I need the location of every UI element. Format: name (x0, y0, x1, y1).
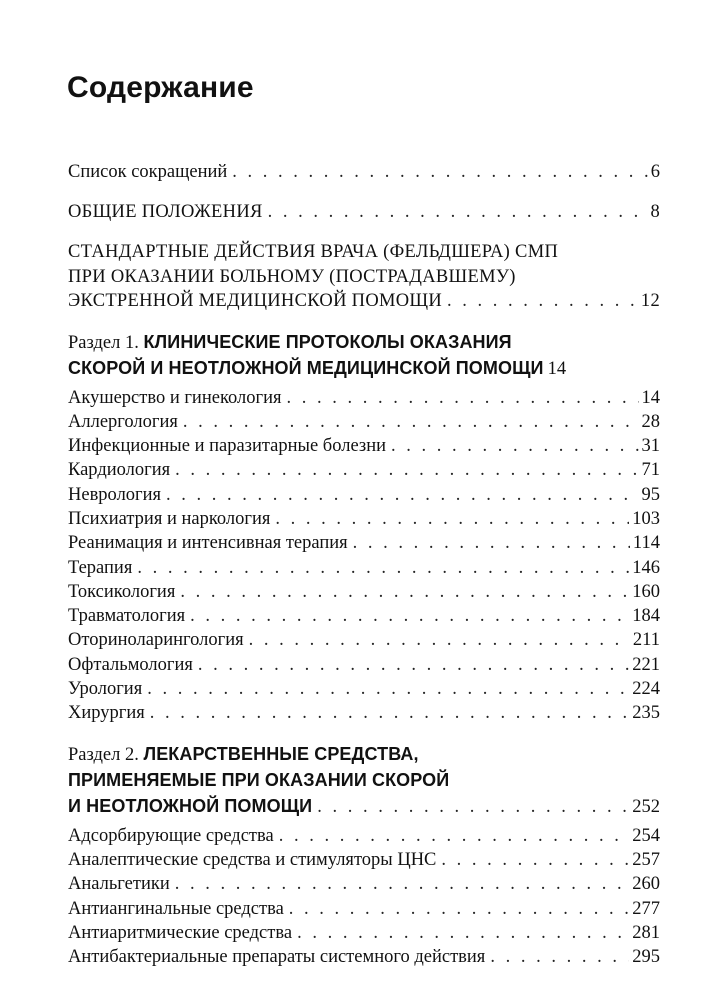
toc-item[interactable] (68, 872, 660, 896)
toc-item-page: 95 (641, 484, 660, 505)
dot-leader (391, 434, 638, 458)
toc-item[interactable] (68, 386, 660, 410)
toc-item-page: 224 (632, 679, 660, 700)
toc-item-label: Адсорбирующие средства (68, 825, 274, 846)
toc-item-page: 114 (632, 533, 660, 554)
toc-item-page: 235 (632, 703, 660, 724)
section-1-items (68, 386, 660, 726)
toc-item-page: 260 (632, 874, 660, 895)
section-spacer (68, 726, 660, 738)
toc-entry-page: 6 (650, 162, 660, 182)
toc-item-label: Урология (68, 679, 143, 700)
dot-leader (137, 556, 629, 580)
toc-item-page: 14 (641, 387, 660, 408)
toc-item[interactable] (68, 897, 660, 921)
toc-item-label: Кардиология (68, 460, 171, 481)
toc-entry-page: 8 (650, 202, 660, 222)
toc-entry-label-line: СТАНДАРТНЫЕ ДЕЙСТВИЯ ВРАЧА (ФЕЛЬДШЕРА) СМП (68, 242, 559, 262)
section-2-heading[interactable] (68, 742, 660, 820)
toc-item[interactable] (68, 483, 660, 507)
toc-item-page: 160 (632, 581, 660, 602)
dot-leader (175, 458, 638, 482)
dot-leader (190, 604, 629, 628)
toc-item-page: 28 (641, 411, 660, 432)
toc-item-page: 277 (632, 898, 660, 919)
toc-item-label: Хирургия (68, 703, 145, 724)
section-prefix: Раздел 2. (68, 744, 139, 765)
toc-item-label: Офтальмология (68, 654, 193, 675)
toc-item-label: Инфекционные и паразитарные болезни (68, 436, 387, 457)
toc-item-page: 103 (632, 508, 660, 529)
toc-item-label: Аналептические средства и стимуляторы ЦНС (68, 849, 437, 870)
toc-item[interactable] (68, 458, 660, 482)
toc-item-label: Терапия (68, 557, 133, 578)
toc-item[interactable] (68, 701, 660, 725)
section-prefix: Раздел 1. (68, 332, 139, 353)
toc-item[interactable] (68, 921, 660, 945)
toc-item[interactable] (68, 653, 660, 677)
page-title: Содержание (67, 71, 254, 104)
toc-item[interactable] (68, 677, 660, 701)
toc-item-label: Антибактериальные препараты системного действия (68, 947, 486, 968)
toc-item[interactable] (68, 824, 660, 848)
toc-entry-abbreviations[interactable] (68, 160, 660, 184)
toc-item[interactable] (68, 410, 660, 434)
dot-leader (232, 160, 647, 184)
section-page: 252 (632, 796, 660, 817)
section-1-heading[interactable] (68, 330, 660, 382)
toc-item[interactable] (68, 604, 660, 628)
toc-item-page: 31 (641, 436, 660, 457)
toc-item-label: Анальгетики (68, 874, 170, 895)
toc-item-label: Психиатрия и наркология (68, 508, 271, 529)
toc-entry-label: Список сокращений (68, 162, 228, 182)
toc-item-label: Антиаритмические средства (68, 922, 293, 943)
section-title-line: КЛИНИЧЕСКИЕ ПРОТОКОЛЫ ОКАЗАНИЯ (143, 331, 512, 352)
section-title-line: СКОРОЙ И НЕОТЛОЖНОЙ МЕДИЦИНСКОЙ ПОМОЩИ (68, 357, 544, 378)
section-title-line: ПРИМЕНЯЕМЫЕ ПРИ ОКАЗАНИИ СКОРОЙ (68, 769, 450, 790)
dot-leader (147, 677, 629, 701)
section-title-line: И НЕОТЛОЖНОЙ ПОМОЩИ (68, 795, 313, 816)
toc-item[interactable] (68, 556, 660, 580)
toc-entry-label-line: ЭКСТРЕННОЙ МЕДИЦИНСКОЙ ПОМОЩИ (68, 291, 443, 311)
section-title-line: ЛЕКАРСТВЕННЫЕ СРЕДСТВА, (143, 743, 419, 764)
section-2-items (68, 824, 660, 970)
dot-leader (441, 848, 629, 872)
dot-leader (317, 795, 629, 820)
dot-leader (279, 824, 630, 848)
toc-item-page: 211 (632, 630, 660, 651)
dot-leader (175, 872, 630, 896)
toc-item-label: Акушерство и гинекология (68, 387, 282, 408)
toc-item-label: Реанимация и интенсивная терапия (68, 533, 348, 554)
dot-leader (447, 289, 638, 314)
dot-leader (180, 580, 629, 604)
toc-item-page: 257 (632, 849, 660, 870)
toc-item-label: Неврология (68, 484, 162, 505)
toc-item-label: Травматология (68, 606, 186, 627)
toc-item-page: 146 (632, 557, 660, 578)
toc-item-page: 281 (632, 922, 660, 943)
dot-leader (289, 897, 629, 921)
toc-item[interactable] (68, 628, 660, 652)
toc-item[interactable] (68, 531, 660, 555)
toc-entry-label-line: ПРИ ОКАЗАНИИ БОЛЬНОМУ (ПОСТРАДАВШЕМУ) (68, 266, 516, 287)
toc-entry-general-provisions[interactable] (68, 200, 660, 224)
dot-leader (268, 200, 648, 224)
toc-item-page: 254 (632, 825, 660, 846)
dot-leader (353, 531, 630, 555)
toc-item[interactable] (68, 434, 660, 458)
dot-leader (275, 507, 629, 531)
toc-item[interactable] (68, 945, 660, 969)
dot-leader (490, 945, 629, 969)
dot-leader (297, 921, 629, 945)
toc-item[interactable] (68, 848, 660, 872)
toc-entry-page: 12 (640, 291, 660, 311)
toc-entry-standard-actions[interactable] (68, 240, 660, 314)
section-page: 14 (547, 358, 567, 379)
toc-entry-label: ОБЩИЕ ПОЛОЖЕНИЯ (68, 202, 263, 222)
toc-item[interactable] (68, 580, 660, 604)
toc-item-page: 295 (632, 947, 660, 968)
toc-item[interactable] (68, 507, 660, 531)
toc-item-label: Антиангинальные средства (68, 898, 284, 919)
toc-item-page: 71 (641, 460, 660, 481)
toc-item-page: 221 (632, 654, 660, 675)
toc-item-page: 184 (632, 606, 660, 627)
toc-item-label: Оториноларингология (68, 630, 244, 651)
dot-leader (286, 386, 638, 410)
dot-leader (198, 653, 629, 677)
dot-leader (249, 628, 630, 652)
toc-item-label: Аллергология (68, 411, 178, 432)
table-of-contents (68, 160, 660, 969)
toc-item-label: Токсикология (68, 581, 176, 602)
dot-leader (183, 410, 639, 434)
dot-leader (166, 483, 638, 507)
dot-leader (150, 701, 629, 725)
